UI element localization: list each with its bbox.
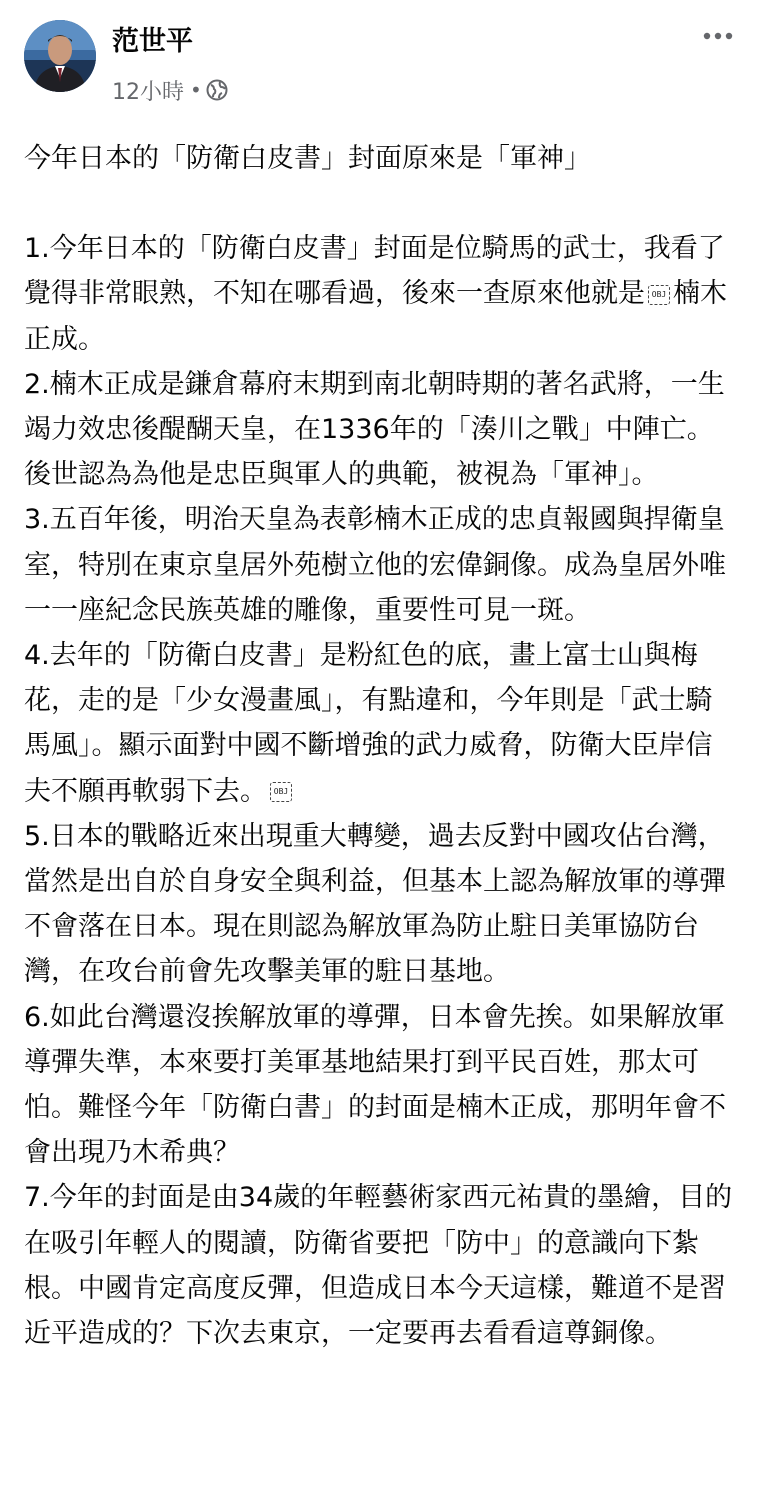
globe-icon[interactable] [206, 79, 228, 101]
more-dots-icon [703, 32, 733, 40]
paragraph-text: 5.日本的戰略近來出現重大轉變，過去反對中國攻佔台灣，當然是出自於自身安全與利益，但基本上認為解放軍的導彈不會落在日本。現在則認為解放軍為防止駐日美軍協防台灣，在攻台前會先攻擊美軍的駐日基地。 [24, 820, 726, 988]
author-name[interactable]: 范世平 [112, 26, 193, 57]
paragraph-text: 3.五百年後，明治天皇為表彰楠木正成的忠貞報國與捍衛皇室，特別在東京皇居外苑樹立他的宏偉銅像。成為皇居外唯一一座紀念民族英雄的雕像，重要性可見一斑。 [24, 504, 726, 626]
more-options-button[interactable] [698, 20, 738, 52]
paragraph-text: 2.楠木正成是鎌倉幕府末期到南北朝時期的著名武將，一生竭力效忠後醍醐天皇，在1336年的「湊川之戰」中陣亡。後世認為為他是忠臣與軍人的典範，被視為「軍神」。 [24, 368, 725, 491]
post-timestamp[interactable]: 12小時 [112, 79, 184, 105]
avatar-photo [24, 20, 96, 92]
avatar[interactable] [24, 20, 96, 92]
paragraph-text-tail: 楠木正成。 [24, 278, 727, 355]
paragraph-2 [24, 362, 738, 498]
paragraph-6 [24, 995, 738, 1176]
post-meta [112, 74, 228, 106]
paragraph-4 [24, 633, 738, 814]
paragraph-text: 7.今年的封面是由34歲的年輕藝術家西元祐貴的墨繪，目的在吸引年輕人的閱讀，防衛省要把「防中」的意識向下紮根。中國肯定高度反彈，但造成日本今天這樣，難道不是習近平造成的？下次去東京，一定要再去看看這尊銅像。 [24, 1182, 733, 1350]
post-header [0, 0, 758, 120]
paragraph-1 [24, 226, 738, 362]
post-body [24, 136, 738, 1356]
paragraph-7 [24, 1175, 738, 1356]
post-title: 今年日本的「防衛白皮書」封面原來是「軍神」 [24, 143, 591, 174]
object-placeholder-icon: OBJ [270, 782, 292, 802]
paragraph-5 [24, 814, 738, 995]
paragraph-text: 1.今年日本的「防衛白皮書」封面是位騎馬的武士，我看了覺得非常眼熟，不知在哪看過，後來一查原來他就是 [24, 233, 725, 310]
object-placeholder-icon: OBJ [648, 285, 670, 305]
paragraph-3 [24, 497, 738, 633]
paragraph-text: 4.去年的「防衛白皮書」是粉紅色的底，畫上富士山與梅花，走的是「少女漫畫風」，有點違和，今年則是「武士騎馬風」。顯示面對中國不斷增強的武力威脅，防衛大臣岸信夫不願再軟弱下去。 [24, 640, 713, 807]
meta-separator: • [190, 78, 202, 102]
paragraph-text: 6.如此台灣還沒挨解放軍的導彈，日本會先挨。如果解放軍導彈失準，本來要打美軍基地結果打到平民百姓，那太可怕。難怪今年「防衛白書」的封面是楠木正成，那明年會不會出現乃木希典？ [24, 1001, 726, 1169]
